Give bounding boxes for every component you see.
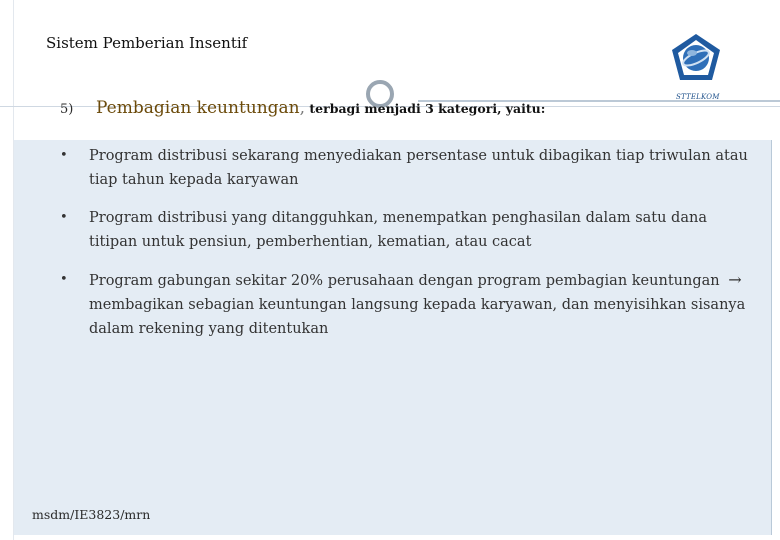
- bullet-dot-icon: •: [60, 148, 68, 163]
- left-edge-line: [13, 0, 14, 540]
- bullet-text-continued: membagikan sebagian keuntungan langsung kepada karyawan, dan menyisihkan sisanya dalam rekening yang ditentukan: [89, 297, 746, 337]
- arrow-right-icon: →: [728, 270, 742, 289]
- point-number: 5): [60, 102, 74, 117]
- bullet-dot-icon: •: [60, 272, 68, 287]
- bullet-list: [60, 144, 750, 355]
- slide-title: Sistem Pemberian Insentif: [46, 34, 248, 52]
- bullet-text: Program gabungan sekitar 20% perusahaan dengan program pembagian keuntungan: [89, 273, 720, 289]
- point-description: terbagi menjadi 3 kategori, yaitu:: [305, 101, 546, 116]
- bullet-item: [60, 268, 750, 341]
- point-comma: ,: [299, 98, 306, 118]
- bullet-item: [60, 144, 750, 192]
- logo-caption: STTELKOM: [676, 93, 720, 101]
- bullet-text: Program distribusi sekarang menyediakan persentase untuk dibagikan tiap triwulan atau tiap tahun kepada karyawan: [89, 148, 748, 188]
- point-keyword: Pembagian keuntungan: [96, 98, 300, 118]
- point-heading: [60, 98, 780, 118]
- footer-code: msdm/IE3823/mrn: [32, 507, 151, 522]
- bullet-text: Program distribusi yang ditangguhkan, menempatkan penghasilan dalam satu dana titipan untuk pensiun, pemberhentian, kematian, atau cacat: [89, 210, 707, 250]
- header-area: [0, 0, 780, 140]
- bullet-dot-icon: •: [60, 210, 68, 225]
- bullet-item: [60, 206, 750, 254]
- logo-emblem-icon: [668, 28, 724, 94]
